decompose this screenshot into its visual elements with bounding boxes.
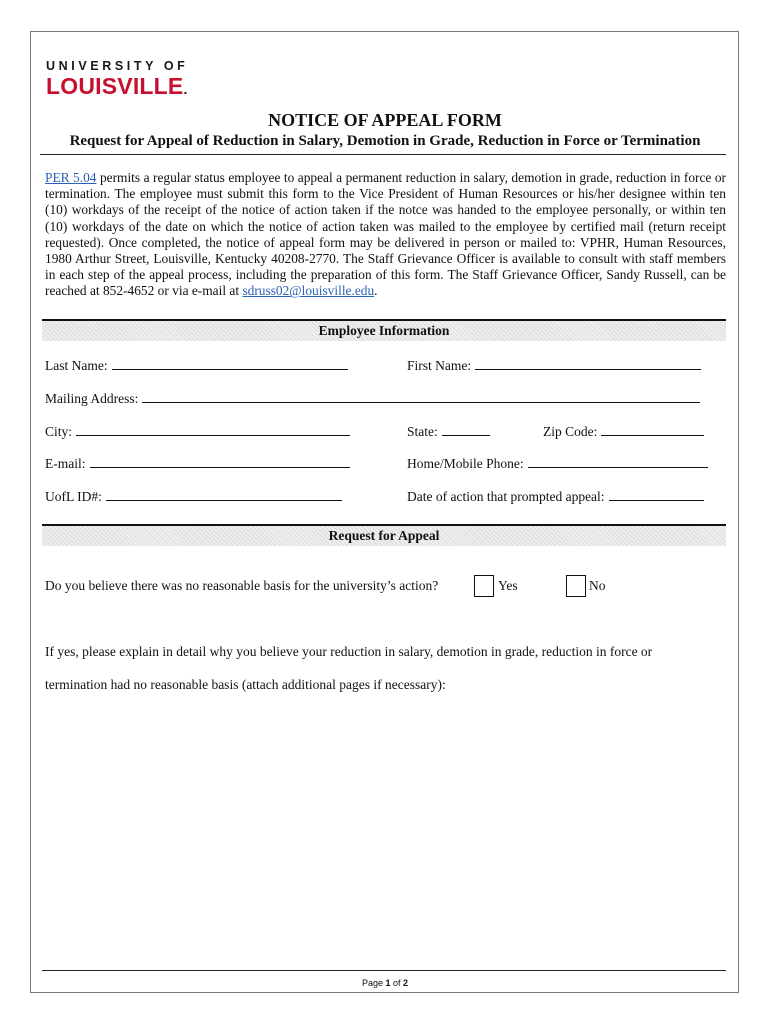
university-logo <box>46 59 188 101</box>
total-pages: 2 <box>403 978 409 988</box>
uofl-id-field[interactable] <box>45 488 342 505</box>
zip-code-label: Zip Code: <box>543 424 598 439</box>
yes-checkbox[interactable] <box>474 575 494 597</box>
state-field[interactable] <box>407 423 490 440</box>
last-name-line[interactable] <box>112 357 348 370</box>
mailing-address-label: Mailing Address: <box>45 391 139 406</box>
first-name-label: First Name: <box>407 358 472 373</box>
uofl-id-label: UofL ID#: <box>45 489 102 504</box>
phone-field[interactable] <box>407 455 708 472</box>
employee-info-heading: Employee Information <box>42 319 726 341</box>
intro-text: permits a regular status employee to appeal a permanent reduction in salary, demotion in grade, reduction in force or termination. The employee must submit this form to the Vice President of Human Resources or his/her designee within ten (10) workdays of the receipt of the notice of action taken if the notce was handed to the employee personally, or within ten (10) workdays of the date on which the notice of action taken was mailed to the employee by certified mail (return receipt requested). Once completed, the notice of appeal form may be delivered in person or mailed to: VPHR, Human Resources, 1980 Arthur Street, Louisville, Kentucky 40208-2770. The Staff Grievance Officer is available to consult with staff members in each step of the appeal process, including the preparation of this form. The Staff Grievance Officer, Sandy Russell, can be reached at 852-4652 or via e-mail at <box>45 170 726 299</box>
email-link[interactable]: sdruss02@louisville.edu <box>242 283 375 299</box>
mailing-address-line[interactable] <box>142 390 700 403</box>
first-name-line[interactable] <box>475 357 701 370</box>
logo-wordmark: LOUISVILLE <box>46 73 184 99</box>
city-label: City: <box>45 424 73 439</box>
yes-label: Yes <box>498 578 518 593</box>
no-label: No <box>589 578 606 593</box>
email-label: E-mail: <box>45 456 86 471</box>
current-page: 1 <box>385 978 391 988</box>
phone-line[interactable] <box>528 455 708 468</box>
first-name-field[interactable] <box>407 357 701 374</box>
policy-link[interactable]: PER 5.04 <box>45 170 97 185</box>
form-title: NOTICE OF APPEAL FORM <box>268 110 502 130</box>
last-name-field[interactable] <box>45 357 348 374</box>
explain-instruction-line-1: If yes, please explain in detail why you believe your reduction in salary, demotion in grade, reduction in force or <box>45 644 653 659</box>
zip-code-line[interactable] <box>601 423 704 436</box>
explain-instruction-line-2: termination had no reasonable basis (attach additional pages if necessary): <box>45 677 446 692</box>
city-field[interactable] <box>45 423 350 440</box>
request-for-appeal-heading: Request for Appeal <box>42 524 726 546</box>
intro-end: . <box>374 283 378 299</box>
city-line[interactable] <box>76 423 350 436</box>
state-label: State: <box>407 424 438 439</box>
intro-paragraph <box>45 170 726 300</box>
logo-main-text <box>46 74 188 101</box>
date-of-action-line[interactable] <box>609 488 704 501</box>
of-label: of <box>390 978 404 988</box>
phone-label: Home/Mobile Phone: <box>407 456 524 471</box>
uofl-id-line[interactable] <box>106 488 342 501</box>
appeal-question: Do you believe there was no reasonable basis for the university’s action? <box>45 578 439 593</box>
mailing-address-field[interactable] <box>45 390 700 407</box>
page-label: Page <box>361 978 386 988</box>
title-divider <box>40 154 726 155</box>
no-checkbox[interactable] <box>566 575 586 597</box>
date-of-action-field[interactable] <box>407 488 704 505</box>
form-subtitle: Request for Appeal of Reduction in Salary, Demotion in Grade, Reduction in Force or Termination <box>69 133 701 149</box>
date-of-action-label: Date of action that prompted appeal: <box>407 489 605 504</box>
email-field[interactable] <box>45 455 350 472</box>
zip-code-field[interactable] <box>543 423 704 440</box>
logo-mark: . <box>183 81 188 97</box>
state-line[interactable] <box>442 423 490 436</box>
logo-top-text: UNIVERSITY OF <box>46 59 189 73</box>
last-name-label: Last Name: <box>45 358 108 373</box>
email-line[interactable] <box>90 455 350 468</box>
footer-divider <box>42 970 726 971</box>
page-number <box>0 978 770 988</box>
